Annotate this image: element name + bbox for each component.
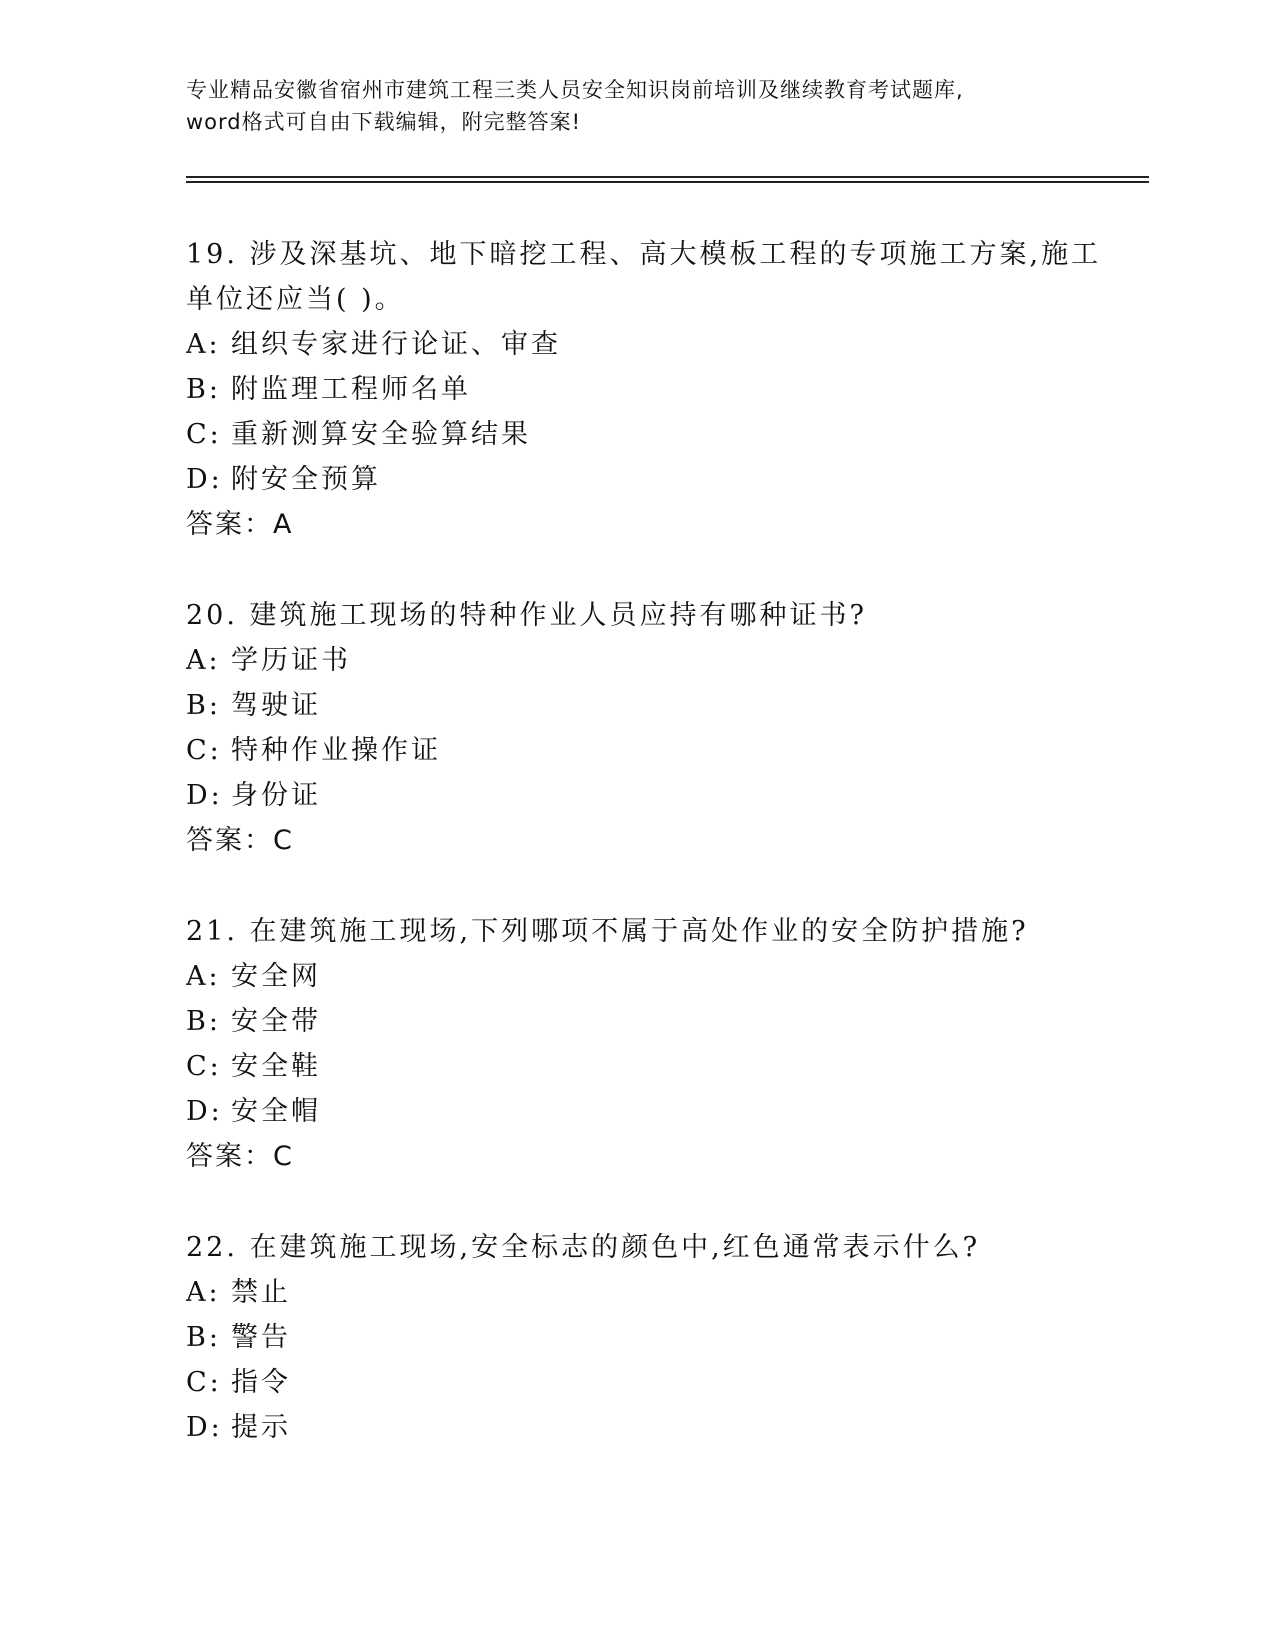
question-stem: 19. 涉及深基坑、地下暗挖工程、高大模板工程的专项施工方案,施工 xyxy=(186,239,1102,270)
option-label: D: xyxy=(186,1096,223,1127)
option-label: D: xyxy=(186,1412,223,1443)
answer-line: 答案：C xyxy=(186,825,294,856)
header-title-line-1: 专业精品安徽省宿州市建筑工程三类人员安全知识岗前培训及继续教育考试题库, xyxy=(186,78,964,102)
option-a xyxy=(186,638,1086,683)
question-22 xyxy=(186,1225,1086,1450)
option-label: A: xyxy=(186,1277,221,1308)
option-text: 重新测算安全验算结果 xyxy=(231,419,531,450)
option-label: B: xyxy=(186,690,221,721)
option-label: C: xyxy=(186,419,222,450)
question-stem-continued: 单位还应当( )。 xyxy=(186,284,405,315)
question-19 xyxy=(186,232,1102,547)
option-text: 学历证书 xyxy=(231,645,351,676)
option-b xyxy=(186,999,1086,1044)
option-d xyxy=(186,773,1086,818)
option-text: 附安全预算 xyxy=(231,464,381,495)
option-text: 安全网 xyxy=(231,961,321,992)
option-text: 警告 xyxy=(231,1322,291,1353)
option-text: 组织专家进行论证、审查 xyxy=(231,329,561,360)
question-20 xyxy=(186,593,1086,863)
question-stem: 22. 在建筑施工现场,安全标志的颜色中,红色通常表示什么? xyxy=(186,1232,981,1263)
question-21 xyxy=(186,909,1086,1179)
option-a xyxy=(186,1270,1086,1315)
option-c xyxy=(186,1360,1086,1405)
option-text: 指令 xyxy=(231,1367,291,1398)
option-label: A: xyxy=(186,961,221,992)
header-divider-top xyxy=(186,176,1149,178)
option-c xyxy=(186,728,1086,773)
option-text: 附监理工程师名单 xyxy=(231,374,471,405)
option-label: D: xyxy=(186,464,223,495)
option-label: A: xyxy=(186,645,221,676)
option-b xyxy=(186,367,1086,412)
option-label: C: xyxy=(186,1051,222,1082)
option-d xyxy=(186,1405,1086,1450)
option-text: 安全帽 xyxy=(231,1096,321,1127)
option-text: 禁止 xyxy=(231,1277,291,1308)
option-label: B: xyxy=(186,1322,221,1353)
option-b xyxy=(186,1315,1086,1360)
option-text: 特种作业操作证 xyxy=(231,735,441,766)
option-d xyxy=(186,457,1086,502)
header-divider-bottom xyxy=(186,181,1149,183)
answer-line: 答案：A xyxy=(186,509,294,540)
option-a xyxy=(186,954,1086,999)
option-c xyxy=(186,1044,1086,1089)
option-text: 驾驶证 xyxy=(231,690,321,721)
header-title-line-2: word格式可自由下载编辑，附完整答案! xyxy=(186,110,582,134)
document-header xyxy=(186,74,1086,138)
question-stem: 21. 在建筑施工现场,下列哪项不属于高处作业的安全防护措施? xyxy=(186,916,1029,947)
question-stem: 20. 建筑施工现场的特种作业人员应持有哪种证书? xyxy=(186,600,867,631)
option-b xyxy=(186,683,1086,728)
option-a xyxy=(186,322,1086,367)
option-label: A: xyxy=(186,329,221,360)
option-c xyxy=(186,412,1086,457)
option-label: D: xyxy=(186,780,223,811)
option-label: C: xyxy=(186,1367,222,1398)
question-list xyxy=(186,232,1102,1496)
option-text: 安全鞋 xyxy=(231,1051,321,1082)
option-label: B: xyxy=(186,374,221,405)
option-d xyxy=(186,1089,1086,1134)
option-text: 提示 xyxy=(231,1412,291,1443)
option-text: 身份证 xyxy=(231,780,321,811)
option-text: 安全带 xyxy=(231,1006,321,1037)
option-label: B: xyxy=(186,1006,221,1037)
option-label: C: xyxy=(186,735,222,766)
answer-line: 答案：C xyxy=(186,1141,294,1172)
